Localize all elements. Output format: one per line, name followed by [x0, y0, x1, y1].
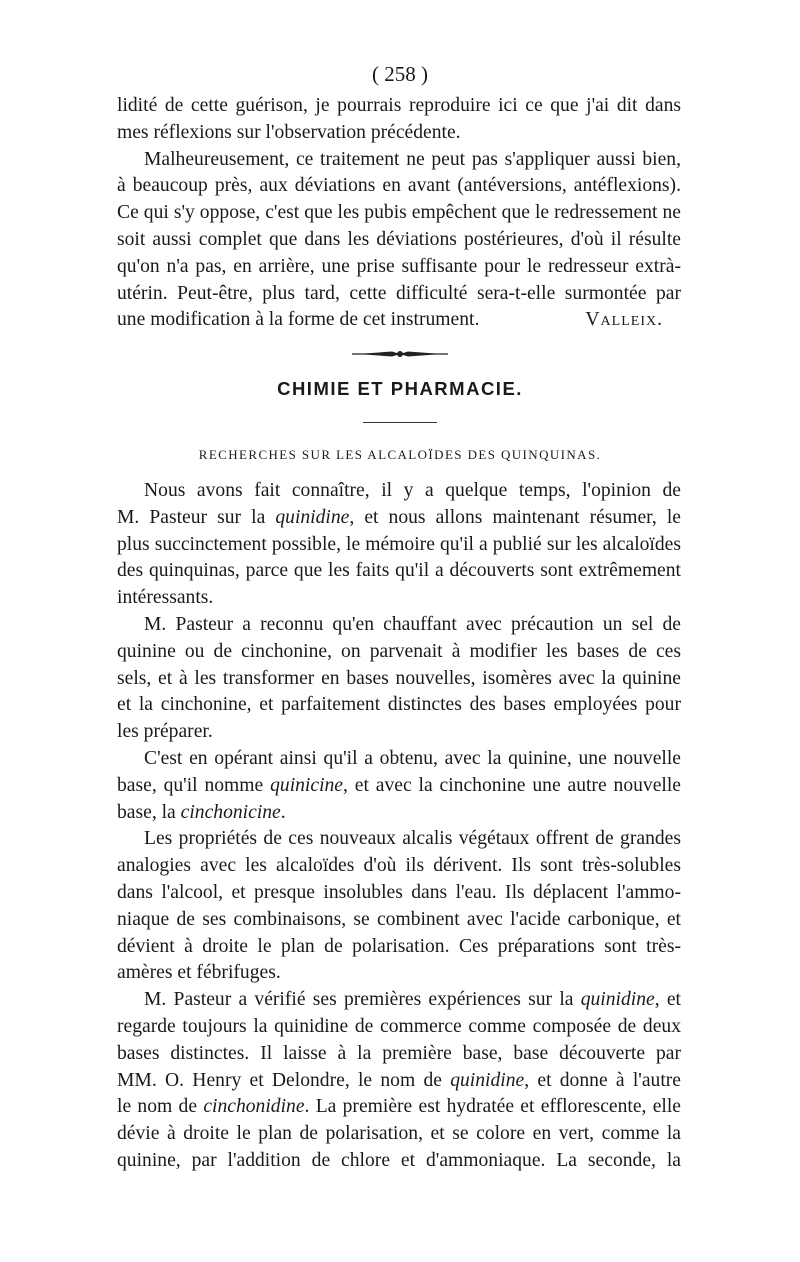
- text-line: et la cinchonine, et parfaitement distinctes des bases employées pour: [117, 694, 681, 716]
- text-line: les préparer.: [117, 721, 213, 743]
- signature-line: [117, 307, 681, 334]
- text-line: base, la cinchonicine.: [117, 801, 286, 823]
- text-line: lidité de cette guérison, je pourrais reproduire ici ce que j'ai dit dans: [117, 95, 681, 116]
- article-title: RECHERCHES SUR LES ALCALOÏDES DES QUINQUINAS.: [198, 447, 602, 462]
- italic-term: quinicine: [270, 774, 344, 796]
- text-line: analogies avec les alcaloïdes d'où ils dérivent. Ils sont très-solubles: [117, 855, 681, 877]
- text-line: regarde toujours la quinidine de commerce comme composée de deux: [117, 1015, 681, 1037]
- text-line: Les propriétés de ces nouveaux alcalis végétaux offrent de grandes: [144, 828, 681, 850]
- text-line: niaque de ses combinaisons, se combinent avec l'acide carbonique, et: [117, 908, 681, 930]
- text-line: bases distinctes. Il laisse à la première base, base découverte par: [117, 1042, 681, 1064]
- text-line: plus succinctement possible, le mémoire qu'il a publié sur les alcaloïdes: [117, 533, 681, 555]
- article-body: [117, 478, 681, 1175]
- previous-article-text: [117, 93, 681, 334]
- text-line: qu'on n'a pas, en arrière, une prise suffisante pour le redresseur extrà-: [117, 255, 681, 277]
- text-line: Nous avons fait connaître, il y a quelque temps, l'opinion de: [144, 480, 681, 501]
- text-line: amères et fébrifuges.: [117, 962, 281, 984]
- text-line: Malheureusement, ce traitement ne peut pas s'appliquer aussi bien,: [144, 148, 681, 170]
- text-line: utérin. Peut-être, plus tard, cette difficulté sera-t-elle surmontée par: [117, 282, 681, 304]
- text-line: dévient à droite le plan de polarisation. Ces préparations sont très-: [117, 935, 681, 957]
- italic-term: cinchonidine: [203, 1096, 305, 1118]
- text-line: dévie à droite le plan de polarisation, et se colore en vert, comme la: [117, 1123, 681, 1145]
- text-line: M. Pasteur a vérifié ses premières expériences sur la quinidine, et: [144, 989, 681, 1011]
- text-line: des quinquinas, parce que les faits qu'il a découverts sont extrêmement: [117, 560, 681, 582]
- text-line: MM. O. Henry et Delondre, le nom de quinidine, et donne à l'autre: [117, 1069, 681, 1091]
- closing-text: une modification à la forme de cet instrument.: [117, 309, 480, 331]
- text-line: à beaucoup près, aux déviations en avant (antéversions, antéflexions).: [117, 175, 681, 197]
- text-line: le nom de cinchonidine. La première est hydratée et efflorescente, elle: [117, 1096, 681, 1118]
- italic-term: quinidine: [450, 1069, 525, 1091]
- text-line: quinine, par l'addition de chlore et d'ammoniaque. La seconde, la: [117, 1149, 681, 1171]
- italic-term: cinchonicine: [180, 801, 281, 823]
- text-line: intéressants.: [117, 587, 214, 609]
- author-signature: Valleix.: [585, 309, 663, 331]
- text-line: base, qu'il nomme quinicine, et avec la cinchonine une autre nouvelle: [117, 774, 681, 796]
- text-line: soit aussi complet que dans les déviations postérieures, d'où il résulte: [117, 228, 681, 250]
- italic-term: quinidine: [275, 506, 350, 528]
- italic-term: quinidine: [580, 989, 655, 1011]
- section-ornament: [352, 349, 448, 359]
- section-title: CHIMIE ET PHARMACIE.: [277, 378, 523, 399]
- text-line: sels, et à les transformer en bases nouvelles, isomères avec la quinine: [117, 667, 681, 689]
- text-line: M. Pasteur sur la quinidine, et nous allons maintenant résumer, le: [117, 506, 681, 528]
- text-line: Ce qui s'y oppose, c'est que les pubis empêchent que le redressement ne: [117, 202, 681, 224]
- text-line: C'est en opérant ainsi qu'il a obtenu, avec la quinine, une nouvelle: [144, 747, 681, 769]
- text-line: quinine ou de cinchonine, on parvenait à modifier les bases de ces: [117, 640, 681, 662]
- divider-rule: [363, 422, 437, 423]
- text-line: dans l'alcool, et presque insolubles dans l'eau. Ils déplacent l'ammo-: [117, 881, 681, 903]
- page-number: ( 258 ): [372, 62, 428, 86]
- text-line: mes réflexions sur l'observation précédente.: [117, 121, 461, 143]
- text-line: M. Pasteur a reconnu qu'en chauffant avec précaution un sel de: [144, 613, 681, 635]
